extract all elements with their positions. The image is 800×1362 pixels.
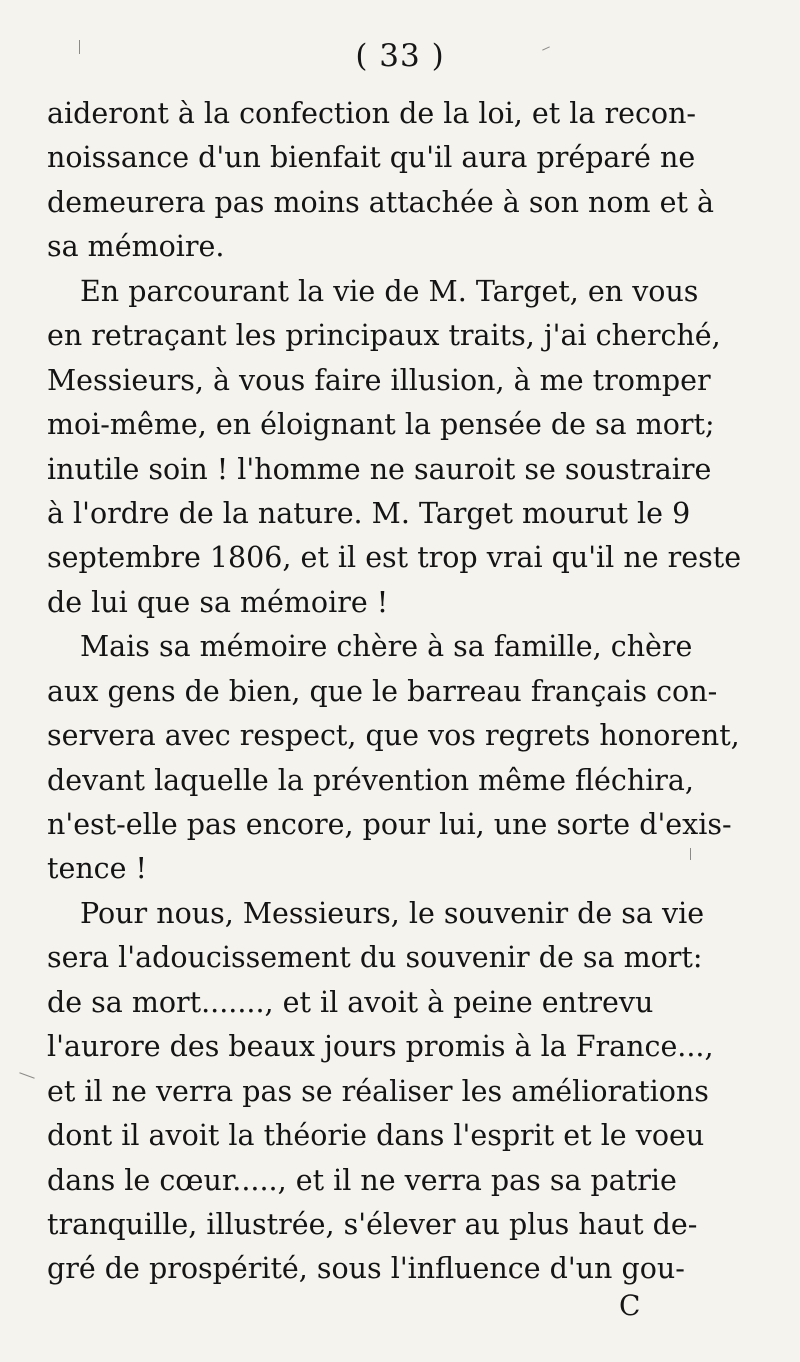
text-line: à l'ordre de la nature. M. Target mourut le 9 [47,496,691,530]
text-line: et il ne verra pas se réaliser les améliorations [47,1074,709,1108]
text-line: tranquille, illustrée, s'élever au plus haut de- [47,1207,698,1241]
text-line: Messieurs, à vous faire illusion, à me tromper [47,363,711,397]
text-line: noissance d'un bienfait qu'il aura préparé ne [47,141,696,175]
text-line: en retraçant les principaux traits, j'ai cherché, [47,319,721,353]
page-number: ( 33 ) [355,38,445,74]
text-line: l'aurore des beaux jours promis à la France..., [47,1030,714,1064]
text-line: Mais sa mémoire chère à sa famille, chère [80,630,693,664]
text-line: de sa mort......., et il avoit à peine entrevu [47,985,654,1019]
text-line: aux gens de bien, que le barreau français con- [47,674,718,708]
text-line: dont il avoit la théorie dans l'esprit et le voeu [47,1119,705,1153]
text-line: inutile soin ! l'homme ne sauroit se soustraire [47,452,712,486]
ink-mark [690,848,691,860]
text-line: aideront à la confection de la loi, et la recon- [47,97,697,130]
signature-mark: C [619,1289,641,1322]
text-line: de lui que sa mémoire ! [47,585,389,619]
paragraph [47,92,755,270]
body-text [47,92,755,1292]
text-line: moi-même, en éloignant la pensée de sa mort; [47,408,715,442]
text-line: dans le cœur....., et il ne verra pas sa patrie [47,1163,677,1197]
text-line: Pour nous, Messieurs, le souvenir de sa vie [80,896,705,930]
text-line: sera l'adoucissement du souvenir de sa mort: [47,941,703,975]
text-line: devant laquelle la prévention même fléchira, [47,763,694,797]
text-line: En parcourant la vie de M. Target, en vous [80,274,699,308]
text-line: demeurera pas moins attachée à son nom et à [47,185,714,219]
text-line: n'est-elle pas encore, pour lui, une sorte d'exis- [47,808,732,841]
paragraph [47,625,755,892]
text-line: septembre 1806, et il est trop vrai qu'il ne reste [47,541,742,575]
paragraph [47,892,755,1292]
ink-mark [79,40,80,54]
text-line: sa mémoire. [47,230,225,264]
ink-mark [19,1072,34,1078]
text-line: gré de prospérité, sous l'influence d'un gou- [47,1252,685,1286]
text-line: servera avec respect, que vos regrets honorent, [47,719,740,753]
paragraph [47,270,755,626]
text-line: tence ! [47,852,148,886]
